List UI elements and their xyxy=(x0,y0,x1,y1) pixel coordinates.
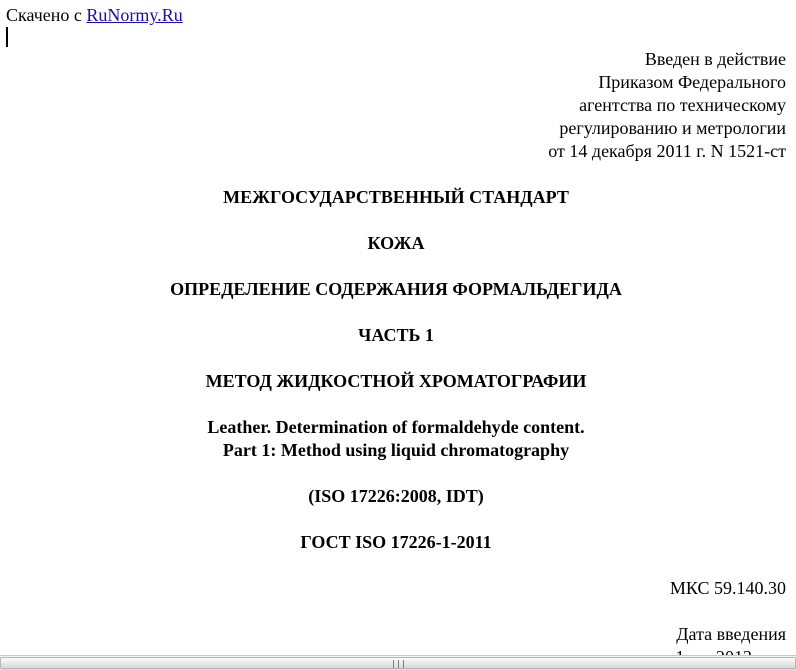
date-introduction-label: Дата введения xyxy=(676,624,786,644)
standard-method: МЕТОД ЖИДКОСТНОЙ ХРОМАТОГРАФИИ xyxy=(205,371,587,391)
scrollbar-thumb[interactable] xyxy=(0,657,796,669)
enactment-line: агентства по техническому xyxy=(579,95,786,115)
enactment-line: Приказом Федерального xyxy=(598,72,786,92)
enactment-line: от 14 декабря 2011 г. N 1521-ст xyxy=(548,141,786,161)
enactment-line: регулированию и метрологии xyxy=(559,118,786,138)
grip-icon xyxy=(393,660,404,668)
english-title-line-2: Part 1: Method using liquid chromatography xyxy=(222,440,570,460)
source-line xyxy=(6,4,183,26)
enactment-note xyxy=(548,48,786,163)
english-title-line-1: Leather. Determination of formaldehyde content. xyxy=(207,417,585,437)
gost-number: ГОСТ ISO 17226-1-2011 xyxy=(300,532,492,552)
enactment-line: Введен в действие xyxy=(644,49,786,69)
standard-category: МЕЖГОСУДАРСТВЕННЫЙ СТАНДАРТ xyxy=(223,187,569,207)
iso-reference: (ISO 17226:2008, IDT) xyxy=(308,486,484,506)
source-prefix: Скачено с xyxy=(6,5,82,25)
text-cursor xyxy=(6,27,8,47)
horizontal-scrollbar[interactable] xyxy=(0,655,796,670)
standard-title: ОПРЕДЕЛЕНИЕ СОДЕРЖАНИЯ ФОРМАЛЬДЕГИДА xyxy=(170,279,622,299)
standard-part: ЧАСТЬ 1 xyxy=(358,325,434,345)
source-link[interactable]: RuNormy.Ru xyxy=(86,5,183,25)
mks-code: МКС 59.140.30 xyxy=(669,578,786,598)
standard-subject: КОЖА xyxy=(367,233,425,253)
